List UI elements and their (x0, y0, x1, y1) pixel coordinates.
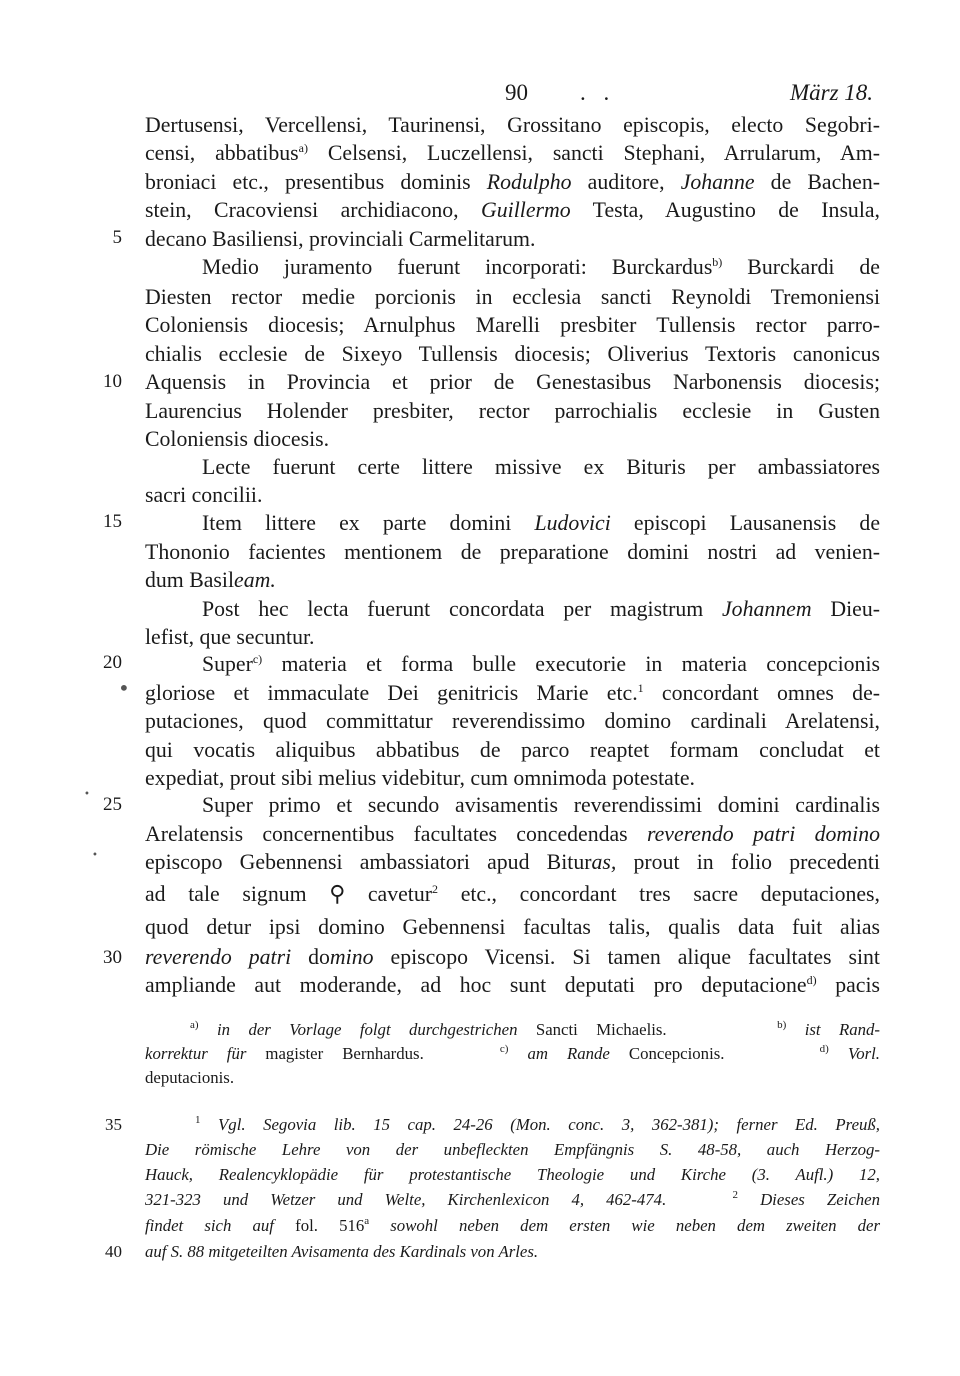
footnote-line: korrektur für magister Bernhardus. $^{c)}$ am Rande Concepcionis. $^{d)}$ Vorl. (145, 1043, 880, 1063)
footnote-line: auf S. 88 mitgeteilten Avisamenta des Kardinals von Arles. (145, 1242, 539, 1261)
body-line: Coloniensis diocesis. (145, 427, 330, 451)
running-header (0, 80, 960, 110)
body-line: Medio juramento fuerunt incorporati: Burckardus$^{b)}$ Burckardi de (202, 255, 880, 279)
body-line: Laurencius Holender presbiter, rector parrochialis ecclesie in Gusten (145, 399, 880, 423)
body-line: Diesten rector medie porcionis in ecclesia sancti Reynoldi Tremoniensi (145, 285, 880, 309)
margin-dot: • (118, 676, 130, 700)
body-line: censi, abbatibus$^{a)}$ Celsensi, Luczellensi, sancti Stephani, Arrularum, Am- (145, 141, 880, 165)
header-dots: . . (580, 80, 616, 105)
line-number: 5 (112, 227, 122, 248)
body-line: ad tale signum ⚲ cavetur$^2$ etc., concordant tres sacre deputaciones, (145, 882, 880, 906)
body-line: sacri concilii. (145, 483, 263, 507)
body-line: Post hec lecta fuerunt concordata per magistrum Johannem Dieu- (202, 597, 880, 621)
body-line: lefist, que secuntur. (145, 625, 315, 649)
margin-dot: • (92, 850, 98, 861)
margin-dot: • (84, 789, 90, 800)
line-number: 25 (103, 794, 122, 815)
footnote-line-number: 40 (105, 1242, 122, 1261)
body-line: decano Basiliensi, provinciali Carmelitarum. (145, 227, 536, 251)
body-line: Dertusensi, Vercellensi, Taurinensi, Grossitano episcopis, electo Segobri- (145, 113, 880, 137)
body-line: dum Basileam. (145, 568, 276, 592)
body-line: broniaci etc., presentibus dominis Rodulpho auditore, Johanne de Bachen- (145, 170, 880, 194)
line-number: 15 (103, 511, 122, 532)
line-number: 20 (103, 652, 122, 673)
footnote-line-number: 35 (105, 1115, 122, 1134)
body-line: gloriose et immaculate Dei genitricis Marie etc.$^1$ concordant omnes de- (145, 681, 880, 705)
body-line: Coloniensis diocesis; Arnulphus Marelli presbiter Tullensis rector parro- (145, 313, 880, 337)
body-line: episcopo Gebennensi ambassiatori apud Bituras, prout in folio precedenti (145, 850, 880, 874)
body-line: qui vocatis aliquibus abbatibus de parco reaptet formam concludat et (145, 738, 880, 762)
line-number: 10 (103, 371, 122, 392)
body-line: Thononio facientes mentionem de preparatione domini nostri ad venien- (145, 540, 880, 564)
header-date: März 18. (790, 80, 874, 105)
body-line: Aquensis in Provincia et prior de Genestasibus Narbonensis diocesis; (145, 370, 880, 394)
body-line: quod detur ipsi domino Gebennensi facultas talis, qualis data fuit alias (145, 915, 880, 939)
footnote-line: findet sich auf fol. 516$^a$ sowohl neben dem ersten wie neben dem zweiten der (145, 1215, 880, 1235)
line-number: 30 (103, 947, 122, 968)
body-line: reverendo patri domino episcopo Vicensi. Si tamen alique facultates sint (145, 945, 880, 969)
body-line: ampliande aut moderande, ad hoc sunt deputati pro deputacione$^{d)}$ pacis (145, 973, 880, 997)
body-line: Super primo et secundo avisamentis reverendissimi domini cardinalis (202, 793, 880, 817)
body-line: stein, Cracoviensi archidiacono, Guillermo Testa, Augustino de Insula, (145, 198, 880, 222)
page-number: 90 (505, 80, 528, 105)
body-line: Item littere ex parte domini Ludovici episcopi Lausanensis de (202, 511, 880, 535)
footnote-line: $^1$ Vgl. Segovia lib. 15 cap. 24-26 (Mon. conc. 3, 362-381); ferner Ed. Preuß, (195, 1114, 880, 1134)
footnote-line: $^{a)}$ in der Vorlage folgt durchgestrichen Sancti Michaelis. $^{b)}$ ist Rand- (190, 1019, 881, 1039)
footnote-line: Hauck, Realencyklopädie für protestantische Theologie und Kirche (3. Aufl.) 12, (145, 1165, 880, 1184)
footnote-line: deputacionis. (145, 1068, 235, 1087)
body-line: putaciones, quod committatur reverendissimo domino cardinali Arelatensi, (145, 709, 880, 733)
footnote-line: Die römische Lehre von der unbefleckten Empfängnis S. 48-58, auch Herzog- (145, 1140, 880, 1159)
body-line: Arelatensis concernentibus facultates concedendas reverendo patri domino (145, 822, 880, 846)
body-line: Super$^{c)}$ materia et forma bulle executorie in materia concepcionis (202, 652, 880, 676)
body-line: chialis ecclesie de Sixeyo Tullensis diocesis; Oliverius Textoris canonicus (145, 342, 880, 366)
footnote-line: 321-323 und Wetzer und Welte, Kirchenlexicon 4, 462-474. $^2$ Dieses Zeichen (145, 1189, 880, 1209)
body-line: expediat, prout sibi melius videbitur, cum omnimoda potestate. (145, 766, 695, 790)
body-line: Lecte fuerunt certe littere missive ex Bituris per ambassiatores (202, 455, 880, 479)
